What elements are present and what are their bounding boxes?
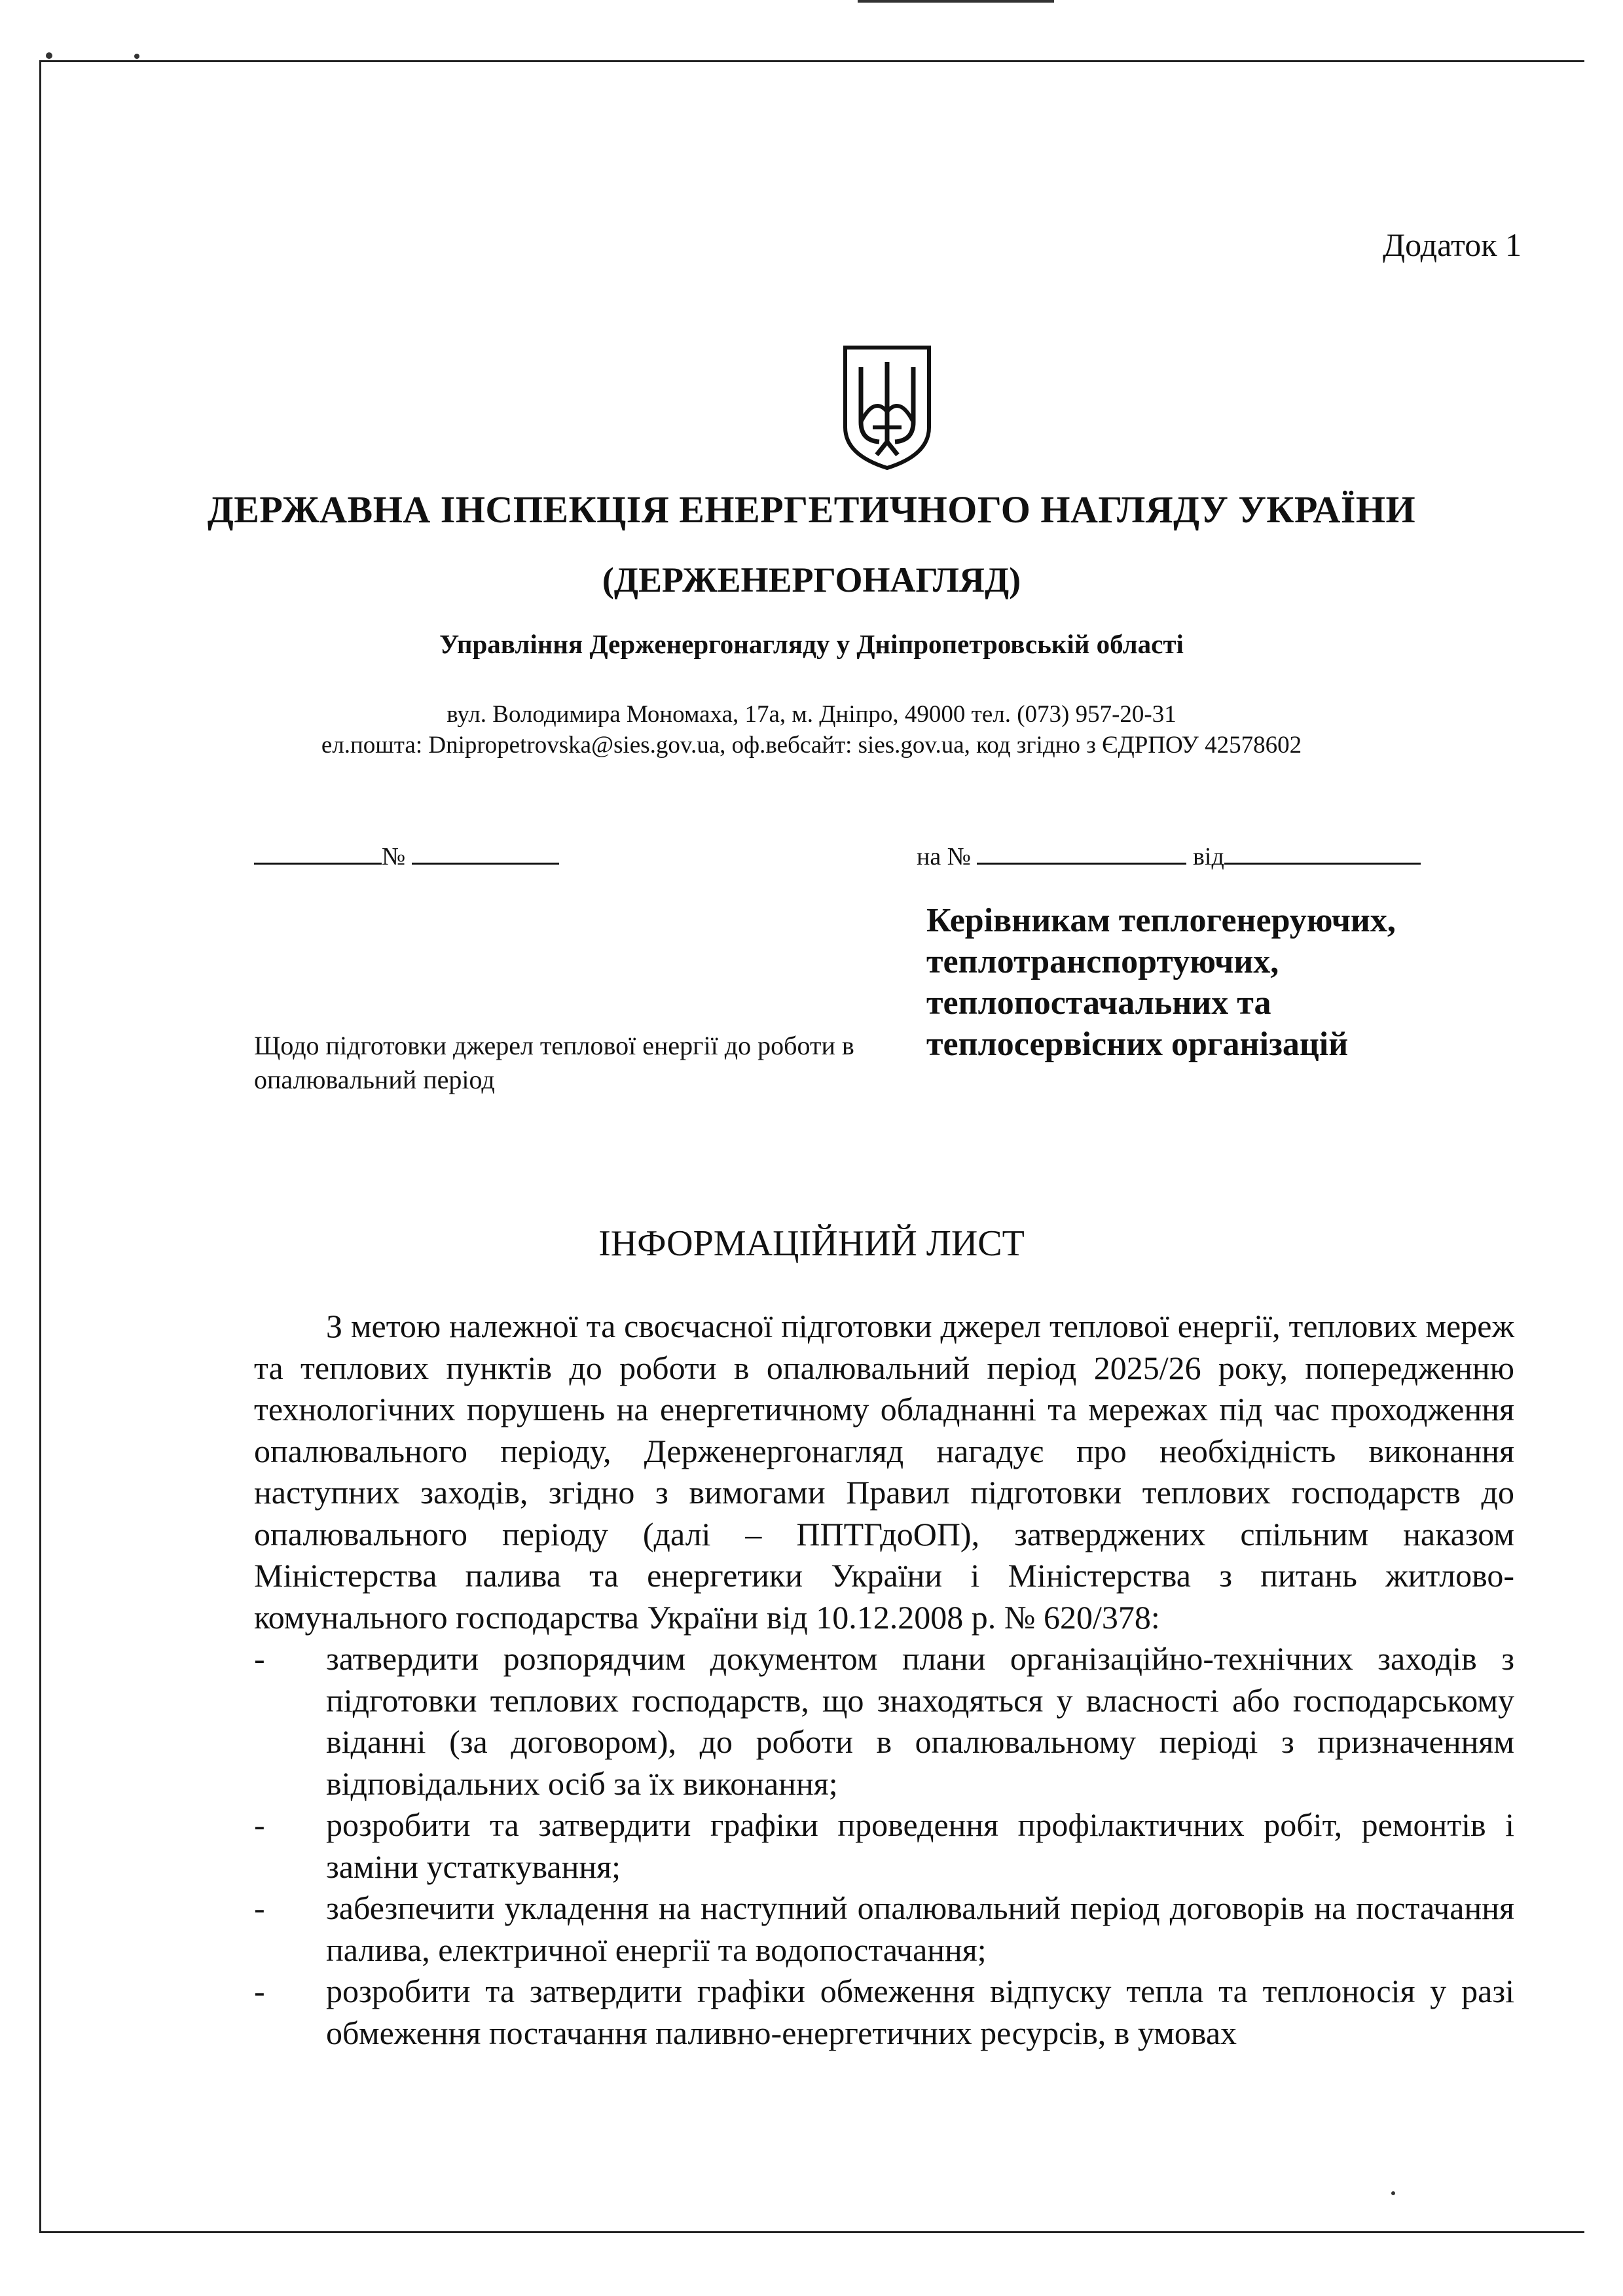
document-title: ІНФОРМАЦІЙНИЙ ЛИСТ xyxy=(598,1223,1025,1264)
list-item-text: забезпечити укладення на наступний опалювальний період договорів на постачання палива, електричної енергії та водопостачання; xyxy=(326,1890,1514,1968)
recipient-line: Керівникам теплогенеруючих, xyxy=(926,902,1396,939)
list-item xyxy=(254,1804,1514,1888)
in-reply-label: на № xyxy=(917,843,971,870)
body-intro-paragraph: З метою належної та своєчасної підготовки джерел теплової енергії, теплових мереж та теплових пунктів до роботи в опалювальний період 2025/26 року, попередженню технологічних порушень на енергетичному обладнанні та мережах під час проходження опалювального періоду, Держенергонагляд нагадує про необхідність виконання наступних заходів, згідно з вимогами Правил підготовки теплових господарств до опалювального періоду (далі – ППТГдоОП), затверджених спільним наказом Міністерства палива та енергетики України і Міністерства з питань житлово-комунального господарства України від 10.12.2008 р. № 620/378: xyxy=(254,1308,1514,1636)
organization-short-name: (ДЕРЖЕНЕРГОНАГЛЯД) xyxy=(602,560,1021,600)
scan-top-mark xyxy=(858,0,1054,3)
recipient-line: теплотранспортуючих, xyxy=(926,943,1279,980)
letter-subject: Щодо підготовки джерел теплової енергії до роботи в опалювальний період xyxy=(254,1031,854,1094)
reply-date-label: від xyxy=(1192,843,1224,870)
number-sign: № xyxy=(382,843,406,870)
scan-speck xyxy=(46,52,52,59)
recipient-line: теплосервісних організацій xyxy=(926,1026,1349,1063)
organization-contacts: ел.пошта: Dnipropetrovska@sies.gov.ua, оф.вебсайт: sies.gov.ua, код згідно з ЄДРПОУ 42578602 xyxy=(321,732,1302,759)
outgoing-number-blank xyxy=(254,838,382,865)
organization-name: ДЕРЖАВНА ІНСПЕКЦІЯ ЕНЕРГЕТИЧНОГО НАГЛЯДУ УКРАЇНИ xyxy=(207,488,1416,531)
letter-body xyxy=(254,1306,1514,2054)
reply-date-blank xyxy=(1224,838,1421,865)
list-item-text: розробити та затвердити графіки обмеження відпуску тепла та теплоносія у разі обмеження постачання паливно-енергетичних ресурсів, в умовах xyxy=(326,1973,1514,2051)
reply-reference-field xyxy=(917,838,1421,871)
list-item-text: затвердити розпорядчим документом плани організаційно-технічних заходів з підготовки теплових господарств, що знаходяться у власності або господарському віданні (за договором), до роботи в опалювальному періоді з призначенням відповідальних осіб за їх виконання; xyxy=(326,1640,1514,1802)
list-item xyxy=(254,1971,1514,2054)
outgoing-date-blank xyxy=(412,838,559,865)
list-item xyxy=(254,1638,1514,1804)
bullet-dash: - xyxy=(254,1973,265,2009)
outgoing-number-field xyxy=(254,838,559,871)
reply-number-blank xyxy=(977,838,1186,865)
scan-speck xyxy=(134,54,139,59)
recipients-block xyxy=(926,900,1503,1065)
list-item xyxy=(254,1888,1514,1971)
trident-coat-of-arms-icon xyxy=(841,344,933,471)
list-item-text: розробити та затвердити графіки проведення профілактичних робіт, ремонтів і заміни устаткування; xyxy=(326,1806,1514,1885)
bullet-dash: - xyxy=(254,1890,265,1926)
department-name: Управління Держенергонагляду у Дніпропетровській області xyxy=(439,629,1184,659)
bullet-dash: - xyxy=(254,1806,265,1843)
scan-speck xyxy=(1391,2191,1395,2195)
recipient-line: теплопостачальних та xyxy=(926,984,1271,1022)
organization-address: вул. Володимира Мономаха, 17а, м. Дніпро, 49000 тел. (073) 957-20-31 xyxy=(447,701,1176,728)
bullet-dash: - xyxy=(254,1640,265,1677)
annex-label: Додаток 1 xyxy=(1383,226,1522,263)
